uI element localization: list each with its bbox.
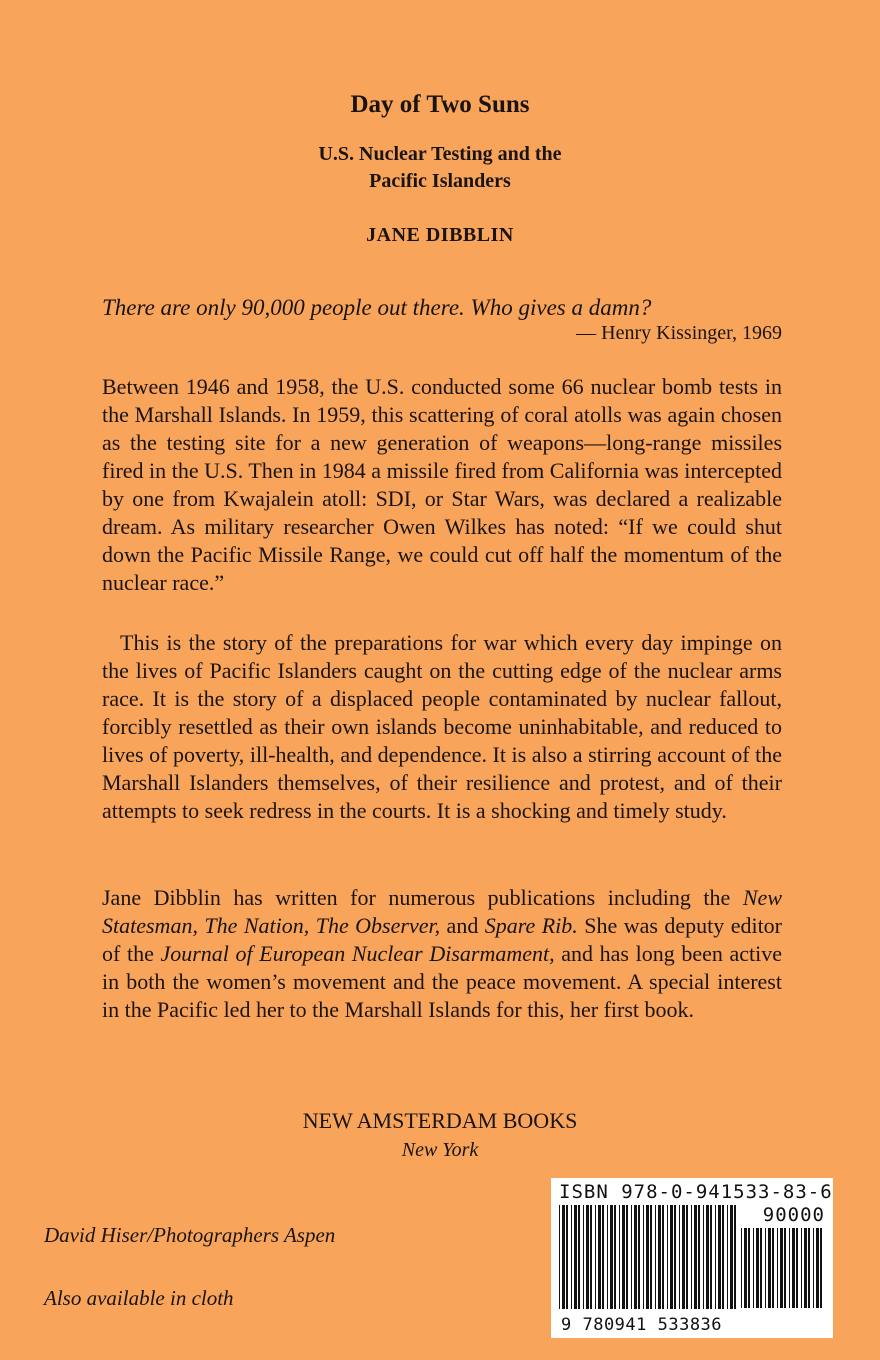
barcode-stripe — [634, 1205, 637, 1309]
bio-publication-1: New Statesman, — [102, 885, 782, 938]
barcode-stripe — [813, 1228, 814, 1308]
barcode-stripe — [670, 1205, 673, 1309]
bio-text-b: and — [440, 913, 485, 938]
barcode-stripe — [792, 1228, 795, 1308]
bio-publication-2: The Nation, — [204, 913, 310, 938]
barcode-stripe — [760, 1228, 762, 1308]
barcode-stripe — [784, 1228, 786, 1308]
barcode-stripe — [756, 1228, 759, 1308]
barcode-stripe — [631, 1205, 632, 1309]
barcode-stripe — [583, 1205, 584, 1309]
barcode-stripe — [741, 1228, 742, 1308]
barcode-stripe — [626, 1205, 628, 1309]
barcode-stripe — [748, 1228, 750, 1308]
barcode-stripe — [765, 1228, 766, 1308]
barcode-stripe — [646, 1205, 649, 1309]
barcode-stripe — [753, 1228, 754, 1308]
barcode-stripe — [698, 1205, 700, 1309]
barcode-stripe — [801, 1228, 802, 1308]
barcode-digits: 9 780941 533836 — [561, 1315, 723, 1335]
barcode-stripe — [703, 1205, 704, 1309]
barcode-stripe — [710, 1205, 712, 1309]
barcode-stripe — [682, 1205, 685, 1309]
ean-barcode — [559, 1205, 739, 1315]
barcode-stripe — [590, 1205, 592, 1309]
barcode-stripe — [808, 1228, 810, 1308]
author-name: JANE DIBBLIN — [366, 224, 514, 246]
barcode-panel — [551, 1178, 833, 1338]
barcode-stripe — [667, 1205, 668, 1309]
barcode-stripe — [780, 1228, 783, 1308]
barcode-stripe — [655, 1205, 656, 1309]
barcode-stripe — [777, 1228, 778, 1308]
barcode-stripe — [574, 1205, 577, 1309]
barcode-stripe — [614, 1205, 616, 1309]
barcode-stripe — [566, 1205, 568, 1309]
subtitle-line-2: Pacific Islanders — [369, 170, 511, 192]
blurb-paragraph-1: Between 1946 and 1958, the U.S. conducted some 66 nuclear bomb tests in the Marshall Islands. In 1959, this scattering of coral atolls was again chosen as the testing site for a new generation of weapons—long-range missiles fired in the U.S. Then in 1984 a missile fired from California was intercepted by one from Kwajalein atoll: SDI, or Star Wars, was declared a realizable dream. As military researcher Owen Wilkes has noted: “If we could shut down the Pacific Missile Range, we could cut off half the momentum of the nuclear race.” — [102, 374, 782, 595]
barcode-stripe — [643, 1205, 644, 1309]
barcode-stripe — [562, 1205, 565, 1309]
isbn-label: ISBN 978-0-941533-83-6 — [559, 1181, 833, 1203]
photo-credit: David Hiser/Photographers Aspen — [44, 1223, 336, 1247]
barcode-stripe — [674, 1205, 676, 1309]
barcode-stripe — [602, 1205, 604, 1309]
barcode-stripe — [619, 1205, 620, 1309]
barcode-stripe — [598, 1205, 601, 1309]
barcode-stripe — [607, 1205, 608, 1309]
bio-publication-4: Spare Rib. — [484, 913, 578, 938]
barcode-stripe — [578, 1205, 580, 1309]
barcode-stripe — [820, 1228, 822, 1308]
barcode-stripe — [610, 1205, 613, 1309]
barcode-stripe — [595, 1205, 596, 1309]
barcode-stripe — [571, 1205, 572, 1309]
barcode-stripe — [734, 1205, 736, 1309]
barcode-stripe — [789, 1228, 790, 1308]
barcode-stripe — [650, 1205, 652, 1309]
epigraph-quote: There are only 90,000 people out there. Who gives a damn? — [102, 295, 652, 320]
barcode-stripe — [816, 1228, 819, 1308]
barcode-stripe — [586, 1205, 589, 1309]
barcode-stripe — [694, 1205, 697, 1309]
barcode-stripe — [559, 1205, 560, 1309]
publisher-city: New York — [401, 1139, 479, 1161]
barcode-stripe — [691, 1205, 692, 1309]
epigraph-attribution: — Henry Kissinger, 1969 — [576, 322, 782, 344]
blurb-paragraph-2 — [102, 629, 782, 825]
bio-text-c: She was deputy editor of the — [102, 913, 783, 966]
blurb-paragraph-2-text: This is the story of the preparations for war which every day impinge on the lives of Pacific Islanders caught on the cutting edge of the nuclear arms race. It is the story of a displaced people contaminated by nuclear fallout, forcibly resettled as their own islands become uninhabitable, and reduced to lives of poverty, ill-health, and dependence. It is also a stirring account of the Marshall Islanders themselves, of their resilience and protest, and of their attempts to seek redress in the courts. It is a shocking and timely study. — [102, 630, 782, 823]
addon-barcode — [741, 1228, 825, 1315]
barcode-stripe — [804, 1228, 807, 1308]
bio-publication-3: The Observer, — [315, 913, 441, 938]
barcode-stripe — [718, 1205, 721, 1309]
author-bio — [102, 884, 782, 1024]
subtitle-line-1: U.S. Nuclear Testing and the — [318, 143, 562, 165]
barcode-stripe — [662, 1205, 664, 1309]
barcode-stripe — [638, 1205, 640, 1309]
bio-text-a: Jane Dibblin has written for numerous publications including the — [102, 885, 743, 910]
barcode-stripe — [744, 1228, 747, 1308]
bio-text-d: and has long been active in both the women’s movement and the peace movement. A special interest in the Pacific led her to the Marshall Islands for this, her first book. — [102, 941, 782, 1022]
barcode-stripe — [658, 1205, 661, 1309]
barcode-stripe — [796, 1228, 798, 1308]
barcode-stripe — [622, 1205, 625, 1309]
barcode-stripe — [772, 1228, 774, 1308]
barcode-stripe — [679, 1205, 680, 1309]
barcode-stripe — [706, 1205, 709, 1309]
publisher-name: NEW AMSTERDAM BOOKS — [302, 1108, 578, 1133]
barcode-stripe — [686, 1205, 688, 1309]
availability-note: Also available in cloth — [44, 1286, 234, 1310]
barcode-stripe — [727, 1205, 728, 1309]
barcode-stripe — [722, 1205, 724, 1309]
book-title: Day of Two Suns — [350, 91, 530, 118]
book-subtitle — [0, 141, 880, 195]
barcode-stripe — [730, 1205, 733, 1309]
barcode-stripe — [768, 1228, 771, 1308]
bio-publication-5: Journal of European Nuclear Disarmament, — [160, 941, 555, 966]
price-addon-digits: 90000 — [762, 1204, 825, 1226]
barcode-stripe — [715, 1205, 716, 1309]
